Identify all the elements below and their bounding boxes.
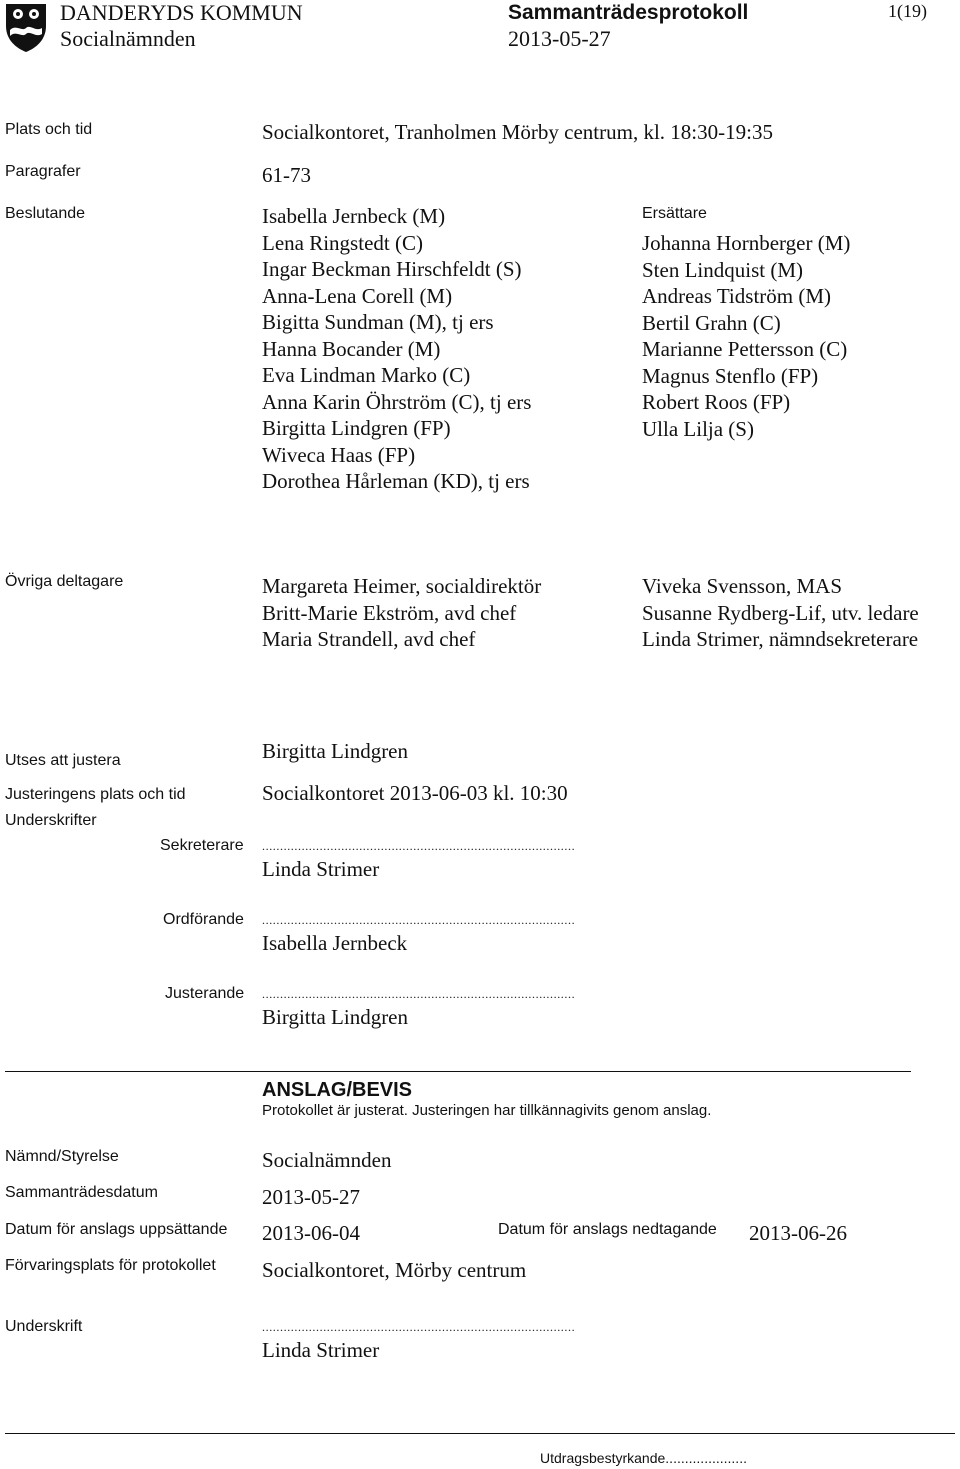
list-item: Bertil Grahn (C) <box>642 310 781 335</box>
posted-date-value: 2013-06-04 <box>262 1221 360 1245</box>
notice-title: ANSLAG/BEVIS <box>262 1079 413 1101</box>
list-item: Linda Strimer, nämndsekreterare <box>642 627 919 651</box>
adjust-place-time-value: Socialkontoret 2013-06-03 kl. 10:30 <box>262 781 568 805</box>
list-item: Sten Lindquist (M) <box>642 257 803 282</box>
list-item: Eva Lindman Marko (C) <box>262 363 471 387</box>
extract-dots: ..................... <box>665 1450 747 1466</box>
adjust-place-time-label: Justeringens plats och tid <box>5 786 186 803</box>
document-type-title: Sammanträdesprotokoll <box>508 1 749 24</box>
adjuster-signature-line: ....................................................................................... <box>262 987 576 1001</box>
list-item: Viveka Svensson, MAS <box>642 574 842 598</box>
board-label: Nämnd/Styrelse <box>5 1148 119 1165</box>
section-divider <box>5 1071 911 1072</box>
storage-value: Socialkontoret, Mörby centrum <box>262 1258 527 1282</box>
list-item: Susanne Rydberg-Lif, utv. ledare <box>642 600 919 625</box>
extract-certification-label <box>540 1450 747 1466</box>
removed-date-value: 2013-06-26 <box>749 1221 847 1245</box>
list-item: Isabella Jernbeck (M) <box>262 204 446 228</box>
meeting-date-label: Sammanträdesdatum <box>5 1184 158 1201</box>
header-date: 2013-05-27 <box>508 26 611 51</box>
list-item: Dorothea Hårleman (KD), tj ers <box>262 469 530 493</box>
municipal-crest-logo <box>4 2 48 54</box>
decision-makers-label: Beslutande <box>5 205 86 222</box>
list-item: Hanna Bocander (M) <box>262 336 441 361</box>
substitutes-label: Ersättare <box>642 205 707 222</box>
removed-date-label: Datum för anslags nedtagande <box>498 1221 717 1238</box>
chair-signature-line: ....................................................................................... <box>262 913 576 927</box>
list-item: Andreas Tidström (M) <box>642 284 832 308</box>
list-item: Johanna Hornberger (M) <box>642 231 851 255</box>
list-item: Anna Karin Öhrström (C), tj ers <box>262 389 532 414</box>
list-item: Ingar Beckman Hirschfeldt (S) <box>262 257 522 281</box>
signatures-label: Underskrifter <box>5 812 97 829</box>
storage-label: Förvaringsplats för protokollet <box>5 1257 216 1274</box>
chair-label: Ordförande <box>163 911 244 928</box>
other-participants-left <box>262 573 541 653</box>
notice-subtitle: Protokollet är justerat. Justeringen har tillkännagivits genom anslag. <box>262 1102 712 1119</box>
list-item: Magnus Stenflo (FP) <box>642 363 819 388</box>
adjuster-label: Utses att justera <box>5 752 121 769</box>
adjuster-sign-label: Justerande <box>165 985 245 1002</box>
other-participants-label: Övriga deltagare <box>5 573 124 590</box>
chair-name: Isabella Jernbeck <box>262 931 408 955</box>
substitutes-list <box>642 230 850 442</box>
footer-divider <box>5 1433 955 1434</box>
list-item: Maria Strandell, avd chef <box>262 627 476 651</box>
page-number: 1(19) <box>888 1 927 21</box>
list-item: Robert Roos (FP) <box>642 390 791 414</box>
place-time-value: Socialkontoret, Tranholmen Mörby centrum, kl. 18:30-19:35 <box>262 120 773 144</box>
place-time-label: Plats och tid <box>5 121 93 138</box>
signature-label: Underskrift <box>5 1318 83 1335</box>
meeting-date-value: 2013-05-27 <box>262 1185 360 1209</box>
list-item: Birgitta Lindgren (FP) <box>262 416 451 440</box>
list-item: Bigitta Sundman (M), tj ers <box>262 310 494 334</box>
list-item: Marianne Pettersson (C) <box>642 337 848 361</box>
list-item: Anna-Lena Corell (M) <box>262 283 453 308</box>
board-value: Socialnämnden <box>262 1148 392 1172</box>
org-name: DANDERYDS KOMMUN <box>60 0 303 25</box>
signature-name: Linda Strimer <box>262 1338 380 1362</box>
list-item: Lena Ringstedt (C) <box>262 230 423 255</box>
list-item: Britt-Marie Ekström, avd chef <box>262 600 517 625</box>
list-item: Margareta Heimer, socialdirektör <box>262 574 542 598</box>
paragraphs-value: 61-73 <box>262 163 311 187</box>
list-item: Wiveca Haas (FP) <box>262 442 416 467</box>
decision-makers-list <box>262 203 531 495</box>
posted-date-label: Datum för anslags uppsättande <box>5 1221 228 1238</box>
secretary-label: Sekreterare <box>160 837 244 854</box>
secretary-signature-line: ....................................................................................... <box>262 839 576 853</box>
other-participants-right <box>642 573 919 653</box>
adjuster-sign-name: Birgitta Lindgren <box>262 1005 409 1029</box>
secretary-name: Linda Strimer <box>262 857 380 881</box>
department-name: Socialnämnden <box>60 26 196 51</box>
adjuster-value: Birgitta Lindgren <box>262 739 409 763</box>
signature-line: ....................................................................................... <box>262 1320 576 1334</box>
list-item: Ulla Lilja (S) <box>642 416 754 441</box>
paragraphs-label: Paragrafer <box>5 163 81 180</box>
extract-label: Utdragsbestyrkande <box>540 1450 666 1466</box>
